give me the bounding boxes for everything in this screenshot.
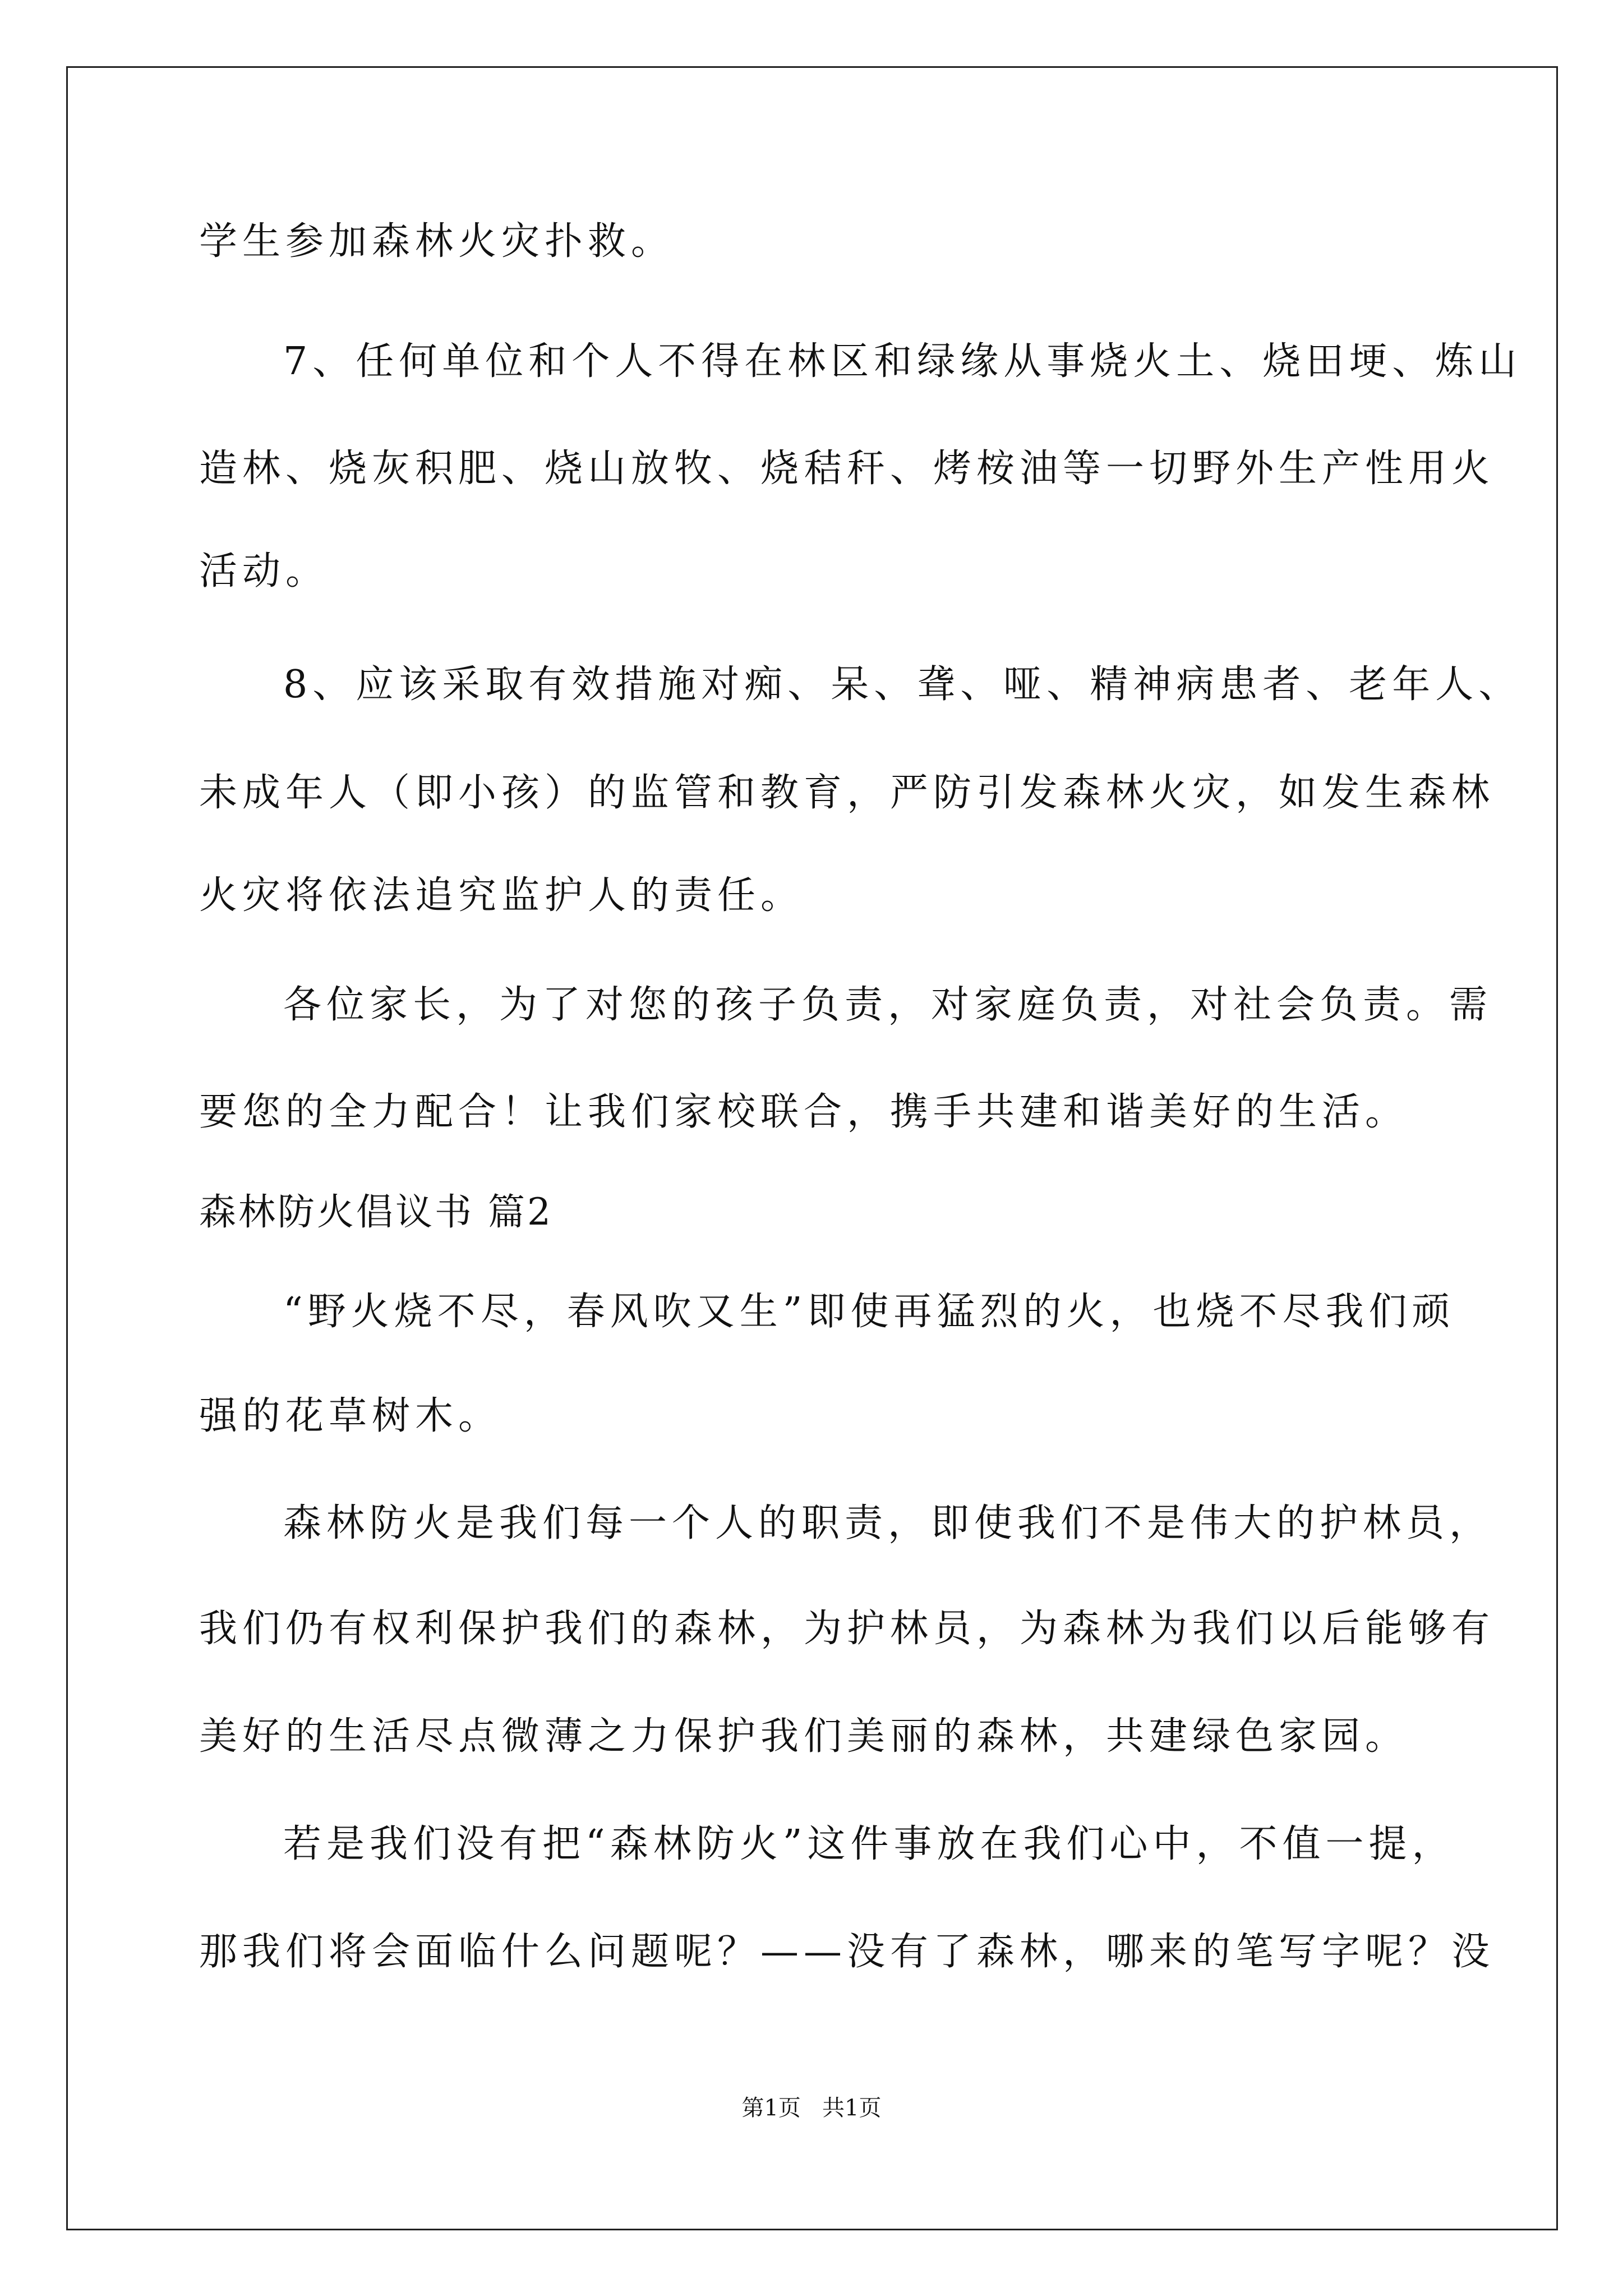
text-line: 那我们将会面临什么问题呢？——没有了森林，哪来的笔写字呢？没 bbox=[199, 1930, 1495, 1974]
text-line: 未成年人（即小孩）的监管和教育，严防引发森林火灾，如发生森林 bbox=[199, 771, 1495, 815]
text-line: 美好的生活尽点微薄之力保护我们美丽的森林，共建绿色家园。 bbox=[199, 1714, 1409, 1759]
text-line: 我们仍有权利保护我们的森林，为护林员，为森林为我们以后能够有 bbox=[199, 1607, 1495, 1651]
section-heading: 森林防火倡议书 篇2 bbox=[199, 1190, 553, 1234]
text-line: 造林、烧灰积肥、烧山放牧、烧秸秆、烤桉油等一切野外生产性用火 bbox=[199, 447, 1495, 491]
text-line: 7、任何单位和个人不得在林区和绿缘从事烧火土、烧田埂、炼山 bbox=[283, 339, 1522, 384]
text-line: 各位家长，为了对您的孩子负责，对家庭负责，对社会负责。需 bbox=[283, 983, 1493, 1027]
text-line: 8、应该采取有效措施对痴、呆、聋、哑、精神病患者、老年人、 bbox=[283, 662, 1522, 707]
text-line: 强的花草树木。 bbox=[199, 1394, 502, 1438]
text-line: 活动。 bbox=[199, 549, 329, 593]
text-line: 要您的全力配合！让我们家校联合，携手共建和谐美好的生活。 bbox=[199, 1090, 1409, 1134]
text-line: 火灾将依法追究监护人的责任。 bbox=[199, 873, 804, 918]
text-line: “野火烧不尽，春风吹又生”即使再猛烈的火，也烧不尽我们顽 bbox=[283, 1290, 1455, 1334]
page-footer: 第1页 共1页 bbox=[741, 2095, 882, 2121]
text-line: 森林防火是我们每一个人的职责，即使我们不是伟大的护林员， bbox=[283, 1501, 1493, 1545]
page-border bbox=[66, 66, 1558, 2230]
text-line: 若是我们没有把“森林防火”这件事放在我们心中，不值一提， bbox=[283, 1822, 1455, 1866]
text-line: 学生参加森林火灾扑救。 bbox=[199, 219, 675, 264]
